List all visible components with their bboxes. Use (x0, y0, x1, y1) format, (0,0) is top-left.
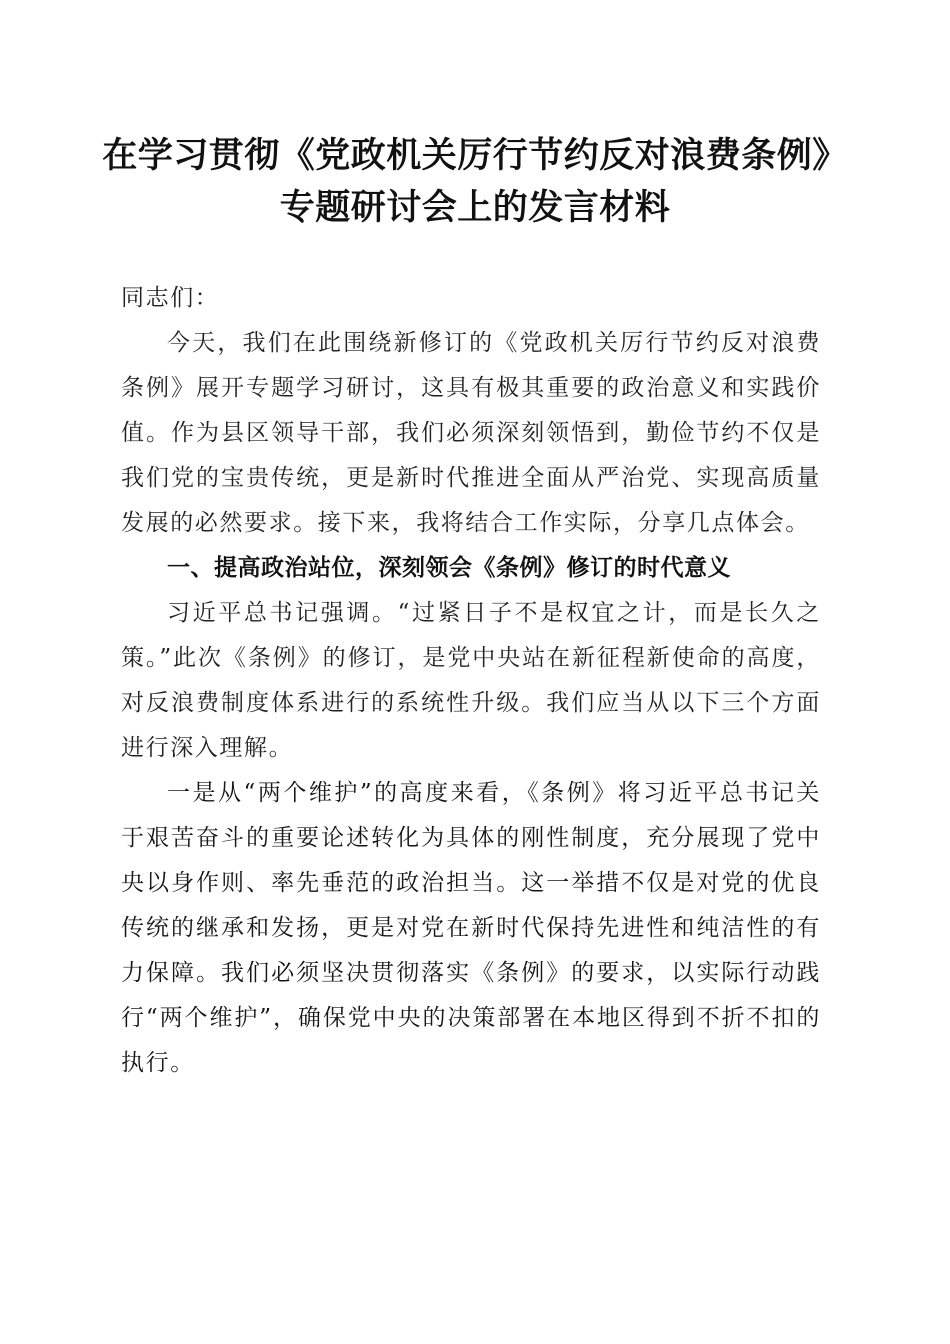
salutation: 同志们： (121, 285, 220, 311)
document-title: 在学习贯彻《党政机关厉行节约反对浪费条例》专题研讨会上的发言材料 (102, 135, 848, 228)
document-body (121, 276, 821, 1086)
intro-paragraph: 今天，我们在此围绕新修订的《党政机关厉行节约反对浪费条例》展开专题学习研讨，这具有极其重要的政治意义和实践价值。作为县区领导干部，我们必须深刻领悟到，勤俭节约不仅是我们党的宝贵传统，更是新时代推进全面从严治党、实现高质量发展的必然要求。接下来，我将结合工作实际，分享几点体会。 (121, 330, 821, 536)
section-paragraph: 一是从“两个维护”的高度来看，《条例》将习近平总书记关于艰苦奋斗的重要论述转化为具体的刚性制度，充分展现了党中央以身作则、率先垂范的政治担当。这一举措不仅是对党的优良传统的继承和发扬，更是对党在新时代保持先进性和纯洁性的有力保障。我们必须坚决贯彻落实《条例》的要求，以实际行动践行“两个维护”，确保党中央的决策部署在本地区得到不折不扣的执行。 (121, 780, 821, 1076)
section-paragraph: 习近平总书记强调。“过紧日子不是权宜之计，而是长久之策。”此次《条例》的修订，是党中央站在新征程新使命的高度，对反浪费制度体系进行的系统性升级。我们应当从以下三个方面进行深入理解。 (121, 600, 821, 761)
section-heading: 一、提高政治站位，深刻领会《条例》修订的时代意义 (167, 555, 731, 581)
